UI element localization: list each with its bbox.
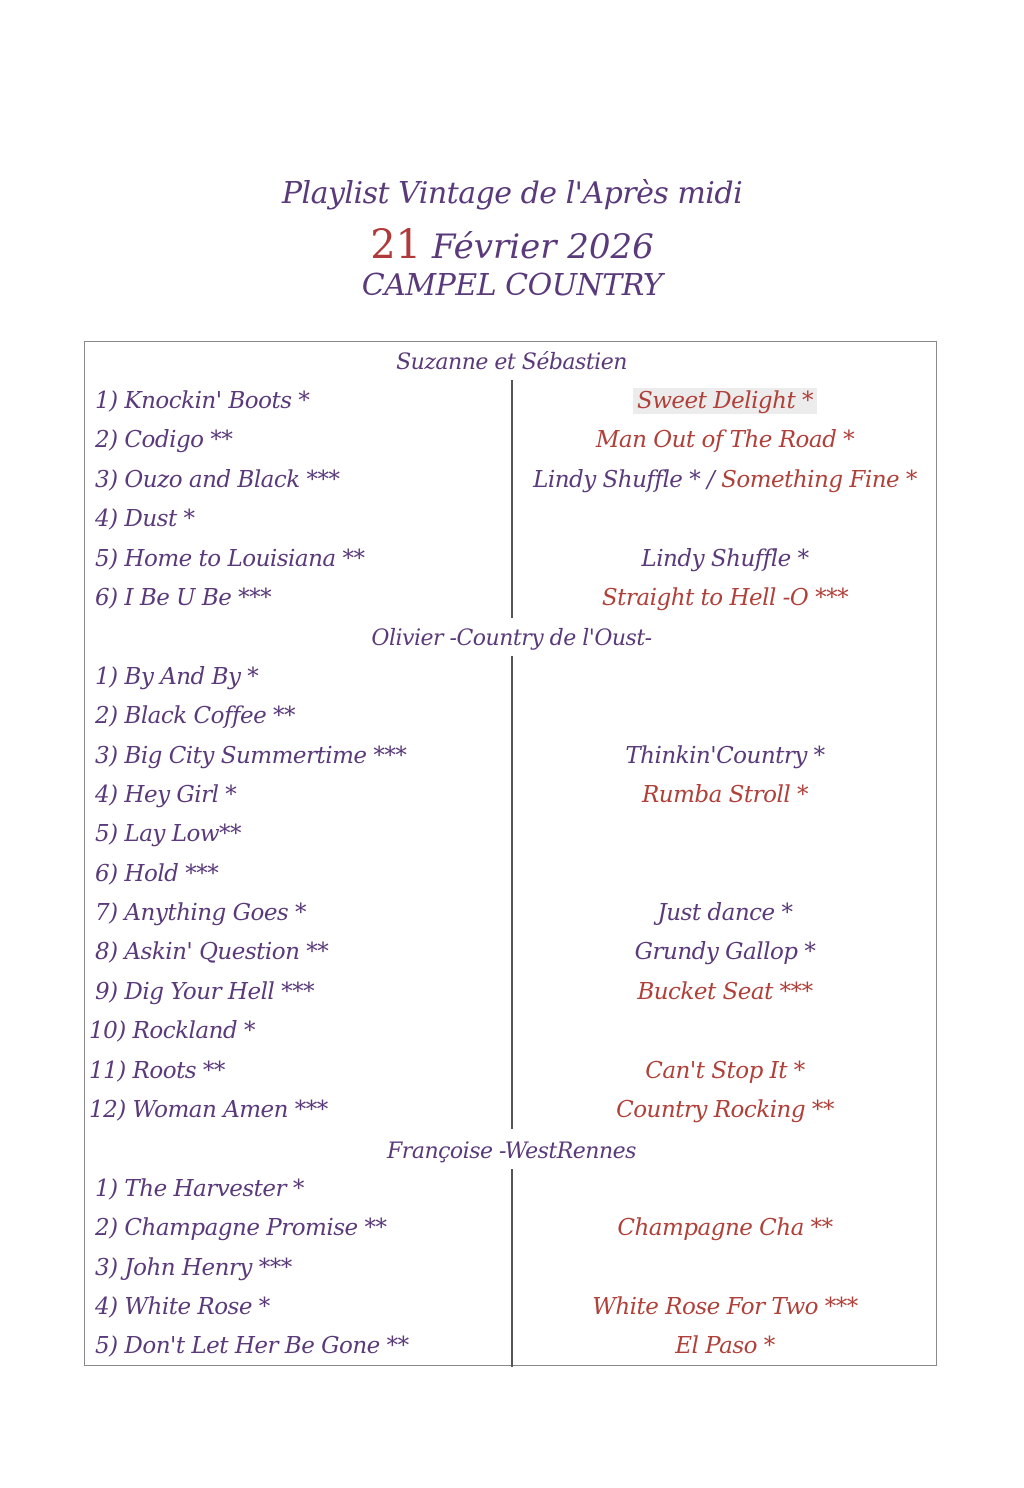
dance-item: Champagne Cha ** [617,1215,833,1241]
dance-item: White Rose For Two *** [592,1294,858,1320]
section-title-francoise: Françoise -WestRennes [387,1139,636,1164]
list-item: 7) Anything Goes * [95,900,307,926]
section-title-suzanne-sebastien: Suzanne et Sébastien [396,350,627,375]
dance-item: Just dance * [657,900,793,926]
list-item: 1) The Harvester * [95,1176,304,1202]
column-divider [511,380,513,618]
dance-item: Lindy Shuffle * [641,546,809,572]
list-item: 2) Black Coffee ** [95,703,296,729]
dance-item: Rumba Stroll * [641,782,809,808]
list-item: 2) Codigo ** [95,427,233,453]
list-item: 10) Rockland * [89,1018,255,1044]
date-day: 21 [370,222,422,268]
dance-item: Bucket Seat *** [637,979,813,1005]
list-item: 1) By And By * [95,664,259,690]
list-item: 5) Home to Louisiana ** [95,546,365,572]
dance-item: Man Out of The Road * [595,427,855,453]
list-item: 11) Roots ** [89,1058,225,1084]
list-item: 9) Dig Your Hell *** [95,979,315,1005]
list-item: 8) Askin' Question ** [95,939,329,965]
list-item: 12) Woman Amen *** [89,1097,328,1123]
highlighted-dance: Sweet Delight * [633,388,817,414]
list-item: 6) I Be U Be *** [95,585,272,611]
dance-item [512,467,938,493]
dance-item: Straight to Hell -O *** [601,585,849,611]
list-item: 4) Dust * [95,506,195,532]
list-item: 4) White Rose * [95,1294,270,1320]
dance-item: Grundy Gallop * [634,939,816,965]
list-item: 3) Big City Summertime *** [95,743,407,769]
dance-part: Lindy Shuffle * / [533,467,722,493]
list-item: 3) John Henry *** [95,1255,292,1281]
dance-item: Thinkin'Country * [625,743,825,769]
dance-part: Something Fine * [721,467,917,493]
list-item: 5) Don't Let Her Be Gone ** [95,1333,409,1359]
dance-item: Can't Stop It * [645,1058,805,1084]
list-item: 2) Champagne Promise ** [95,1215,387,1241]
list-item: 5) Lay Low** [95,821,242,847]
dance-item [512,388,938,414]
dance-item: El Paso * [675,1333,775,1359]
venue-name: CAMPEL COUNTRY [361,268,663,303]
list-item: 3) Ouzo and Black *** [95,467,340,493]
list-item: 1) Knockin' Boots * [95,388,310,414]
date-month-year: Février 2026 [431,227,654,267]
dance-item: Country Rocking ** [616,1097,834,1123]
list-item: 4) Hey Girl * [95,782,237,808]
event-date [0,222,1024,268]
section-title-olivier: Olivier -Country de l'Oust- [371,626,652,651]
playlist-table [84,341,937,1366]
playlist-title: Playlist Vintage de l'Après midi [281,176,743,211]
list-item: 6) Hold *** [95,861,219,887]
